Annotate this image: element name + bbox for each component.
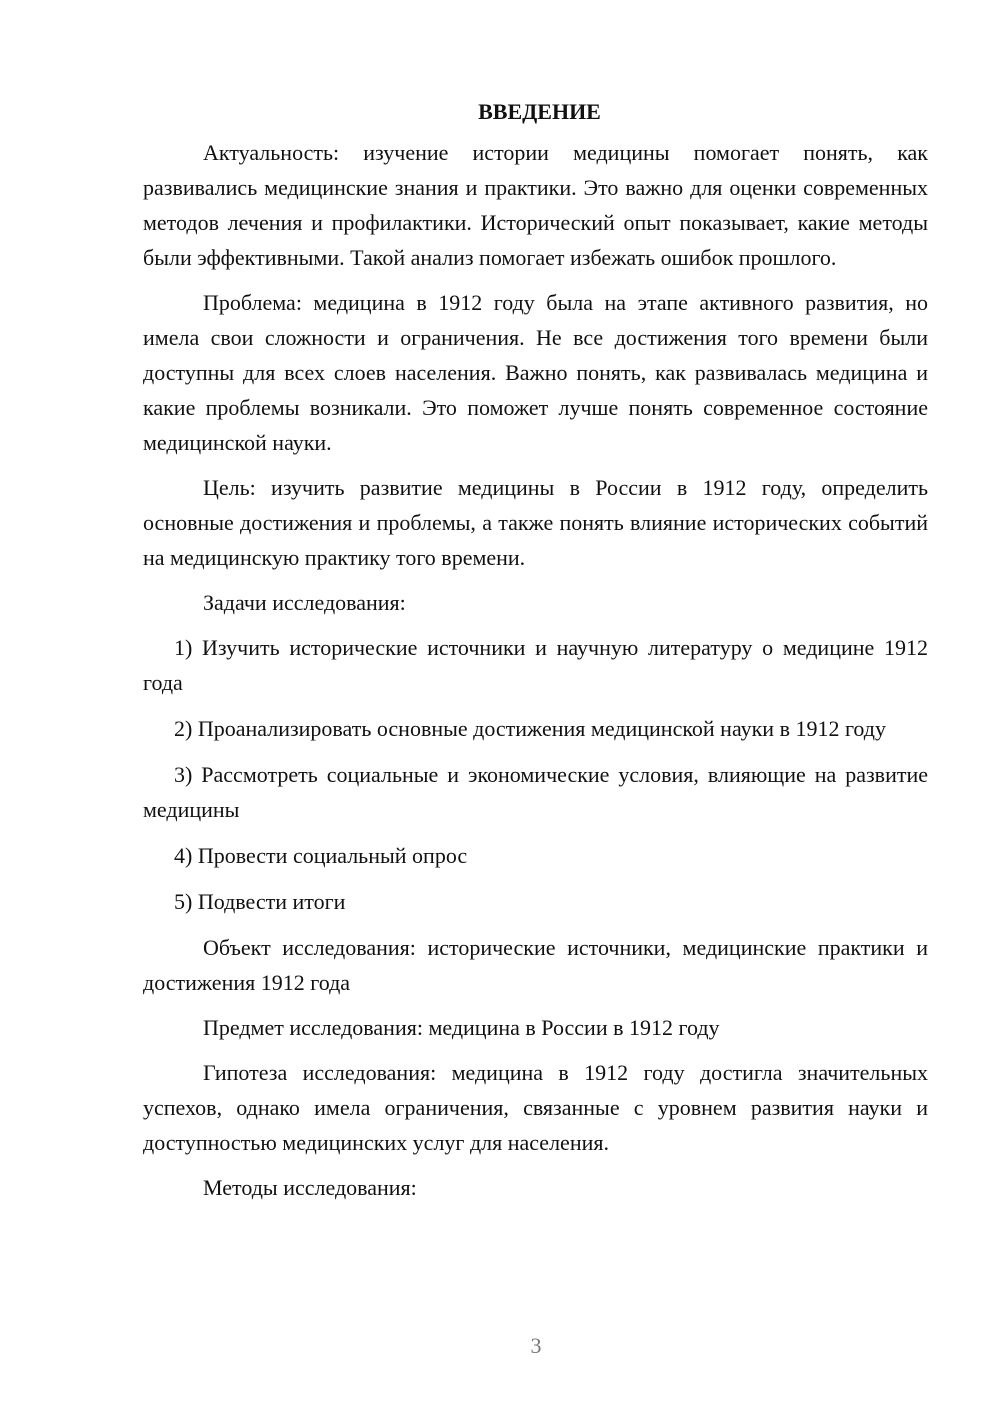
paragraph-goal: Цель: изучить развитие медицины в России в 1912 году, определить основные достижения и проблемы, а также понять влияние исторических событий на медицинскую практику того времени. [143,475,928,570]
list-item: 5) Подвести итоги [174,889,346,914]
methods-heading: Методы исследования: [203,1175,417,1200]
list-item: 1) Изучить исторические источники и научную литературу о медицине 1912 года [143,635,928,695]
page-title: ВВЕДЕНИЕ [478,99,601,124]
list-item: 2) Проанализировать основные достижения медицинской науки в 1912 году [174,716,886,741]
paragraph-hypothesis: Гипотеза исследования: медицина в 1912 году достигла значительных успехов, однако имела ограничения, связанные с уровнем развития науки и доступностью медицинских услуг для населения. [143,1060,928,1155]
tasks-heading: Задачи исследования: [203,590,406,615]
list-item: 3) Рассмотреть социальные и экономические условия, влияющие на развитие медицины [143,762,928,822]
page-number: 3 [530,1333,542,1358]
list-item: 4) Провести социальный опрос [174,843,468,868]
paragraph-object: Объект исследования: исторические источники, медицинские практики и достижения 1912 года [143,935,928,995]
document-body [143,94,928,1215]
tasks-list [143,630,928,919]
paragraph-problem: Проблема: медицина в 1912 году была на этапе активного развития, но имела свои сложности и ограничения. Не все достижения того времени были доступны для всех слоев населения. Важно понять, как развивалась медицина и какие проблемы возникали. Это поможет лучше понять современное состояние медицинской науки. [143,290,928,455]
paragraph-subject: Предмет исследования: медицина в России в 1912 году [203,1015,720,1040]
paragraph-relevance: Актуальность: изучение истории медицины помогает понять, как развивались медицинские знания и практики. Это важно для оценки современных методов лечения и профилактики. Исторический опыт показывает, какие методы были эффективными. Такой анализ помогает избежать ошибок прошлого. [143,140,928,270]
